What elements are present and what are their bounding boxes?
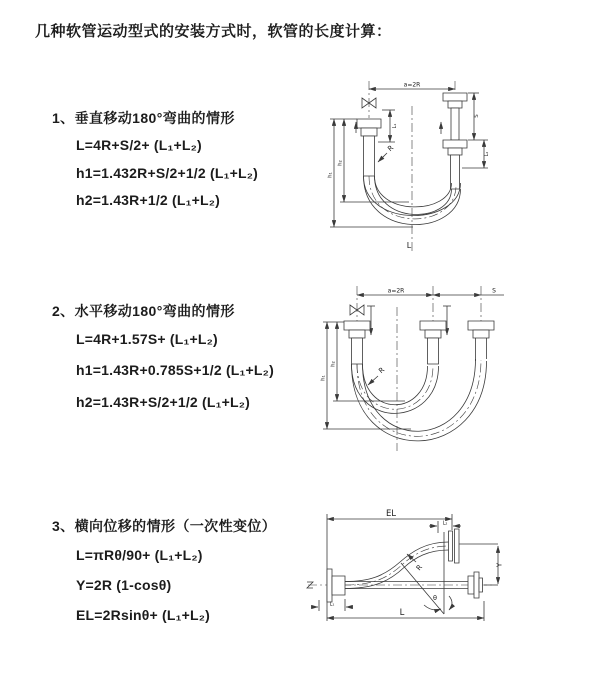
left-fitting bbox=[344, 321, 370, 364]
dim-h2-label: h₂ bbox=[330, 361, 337, 367]
dim-l2-label: L₂ bbox=[484, 151, 490, 157]
section3-formula-EL: EL=2Rsinθ+ (L₁+L₂) bbox=[76, 607, 211, 623]
left-fitting bbox=[356, 119, 381, 176]
dim-y-label: Y bbox=[495, 562, 504, 568]
dim-l1-label: L₁ bbox=[329, 601, 335, 608]
dimension-s bbox=[468, 93, 488, 140]
centerlines bbox=[357, 286, 481, 451]
dimension-l bbox=[327, 601, 484, 621]
dim-s-label: S bbox=[492, 287, 496, 295]
right-fitting-two-positions bbox=[441, 93, 467, 189]
angle-theta-label: θ bbox=[433, 594, 437, 602]
dimension-l1 bbox=[311, 599, 353, 611]
diagram-lateral-displacement bbox=[298, 500, 600, 660]
dim-a2r-label: a=2R bbox=[387, 287, 405, 295]
dim-l1-label: L₁ bbox=[392, 123, 398, 129]
left-flange bbox=[327, 569, 345, 602]
length-label: L bbox=[406, 241, 412, 250]
centerlines bbox=[369, 81, 455, 254]
page-title: 几种软管运动型式的安装方式时，软管的长度计算： bbox=[35, 23, 392, 40]
section2-formula-L: L=4R+1.57S+ (L₁+L₂) bbox=[76, 331, 218, 347]
section2-formula-h1: h1=1.43R+0.785S+1/2 (L₁+L₂) bbox=[76, 362, 274, 378]
radius-and-angle-construction bbox=[401, 532, 452, 614]
section3-formula-Y: Y=2R (1-cosθ) bbox=[76, 577, 172, 593]
section1-formula-h1: h1=1.432R+S/2+1/2 (L₁+L₂) bbox=[76, 165, 258, 181]
upper-flange bbox=[449, 529, 460, 563]
section2-formula-h2: h2=1.43R+S/2+1/2 (L₁+L₂) bbox=[76, 394, 251, 410]
dim-h2-label: h₂ bbox=[337, 160, 344, 166]
dim-l2-label: L₂ bbox=[442, 520, 448, 527]
dim-el-label: EL bbox=[385, 509, 397, 519]
dim-h1-label: h₁ bbox=[327, 172, 334, 178]
right-fitting-displaced bbox=[468, 321, 494, 361]
section1-formula-L: L=4R+S/2+ (L₁+L₂) bbox=[76, 137, 202, 153]
dimension-a2r bbox=[357, 288, 433, 296]
radius-label: R bbox=[377, 365, 387, 376]
dimension-s bbox=[433, 288, 504, 296]
radius-label: R bbox=[386, 143, 396, 154]
section1-formula-h2: h2=1.43R+1/2 (L₁+L₂) bbox=[76, 192, 221, 208]
section3-heading: 3、横向位移的情形（一次性变位） bbox=[52, 518, 277, 534]
radius-callout bbox=[378, 144, 395, 162]
diagram-vertical-bend bbox=[312, 76, 600, 262]
section2-heading: 2、水平移动180°弯曲的情形 bbox=[52, 303, 235, 319]
dim-l-label: L bbox=[399, 608, 405, 618]
hose-u-bend bbox=[364, 176, 461, 225]
radius-label: R bbox=[414, 563, 425, 573]
dim-h1-label: h₁ bbox=[320, 375, 327, 381]
section1-heading: 1、垂直移动180°弯曲的情形 bbox=[52, 110, 235, 126]
radius-callout bbox=[368, 366, 386, 385]
dim-s-label: S bbox=[474, 114, 480, 118]
dimension-a2r bbox=[369, 82, 455, 90]
middle-fitting bbox=[420, 321, 446, 364]
section3-formula-L: L=πRθ/90+ (L₁+L₂) bbox=[76, 547, 203, 563]
dim-a2r-label: a=2R bbox=[403, 81, 421, 89]
diagram-horizontal-bend bbox=[308, 281, 600, 473]
